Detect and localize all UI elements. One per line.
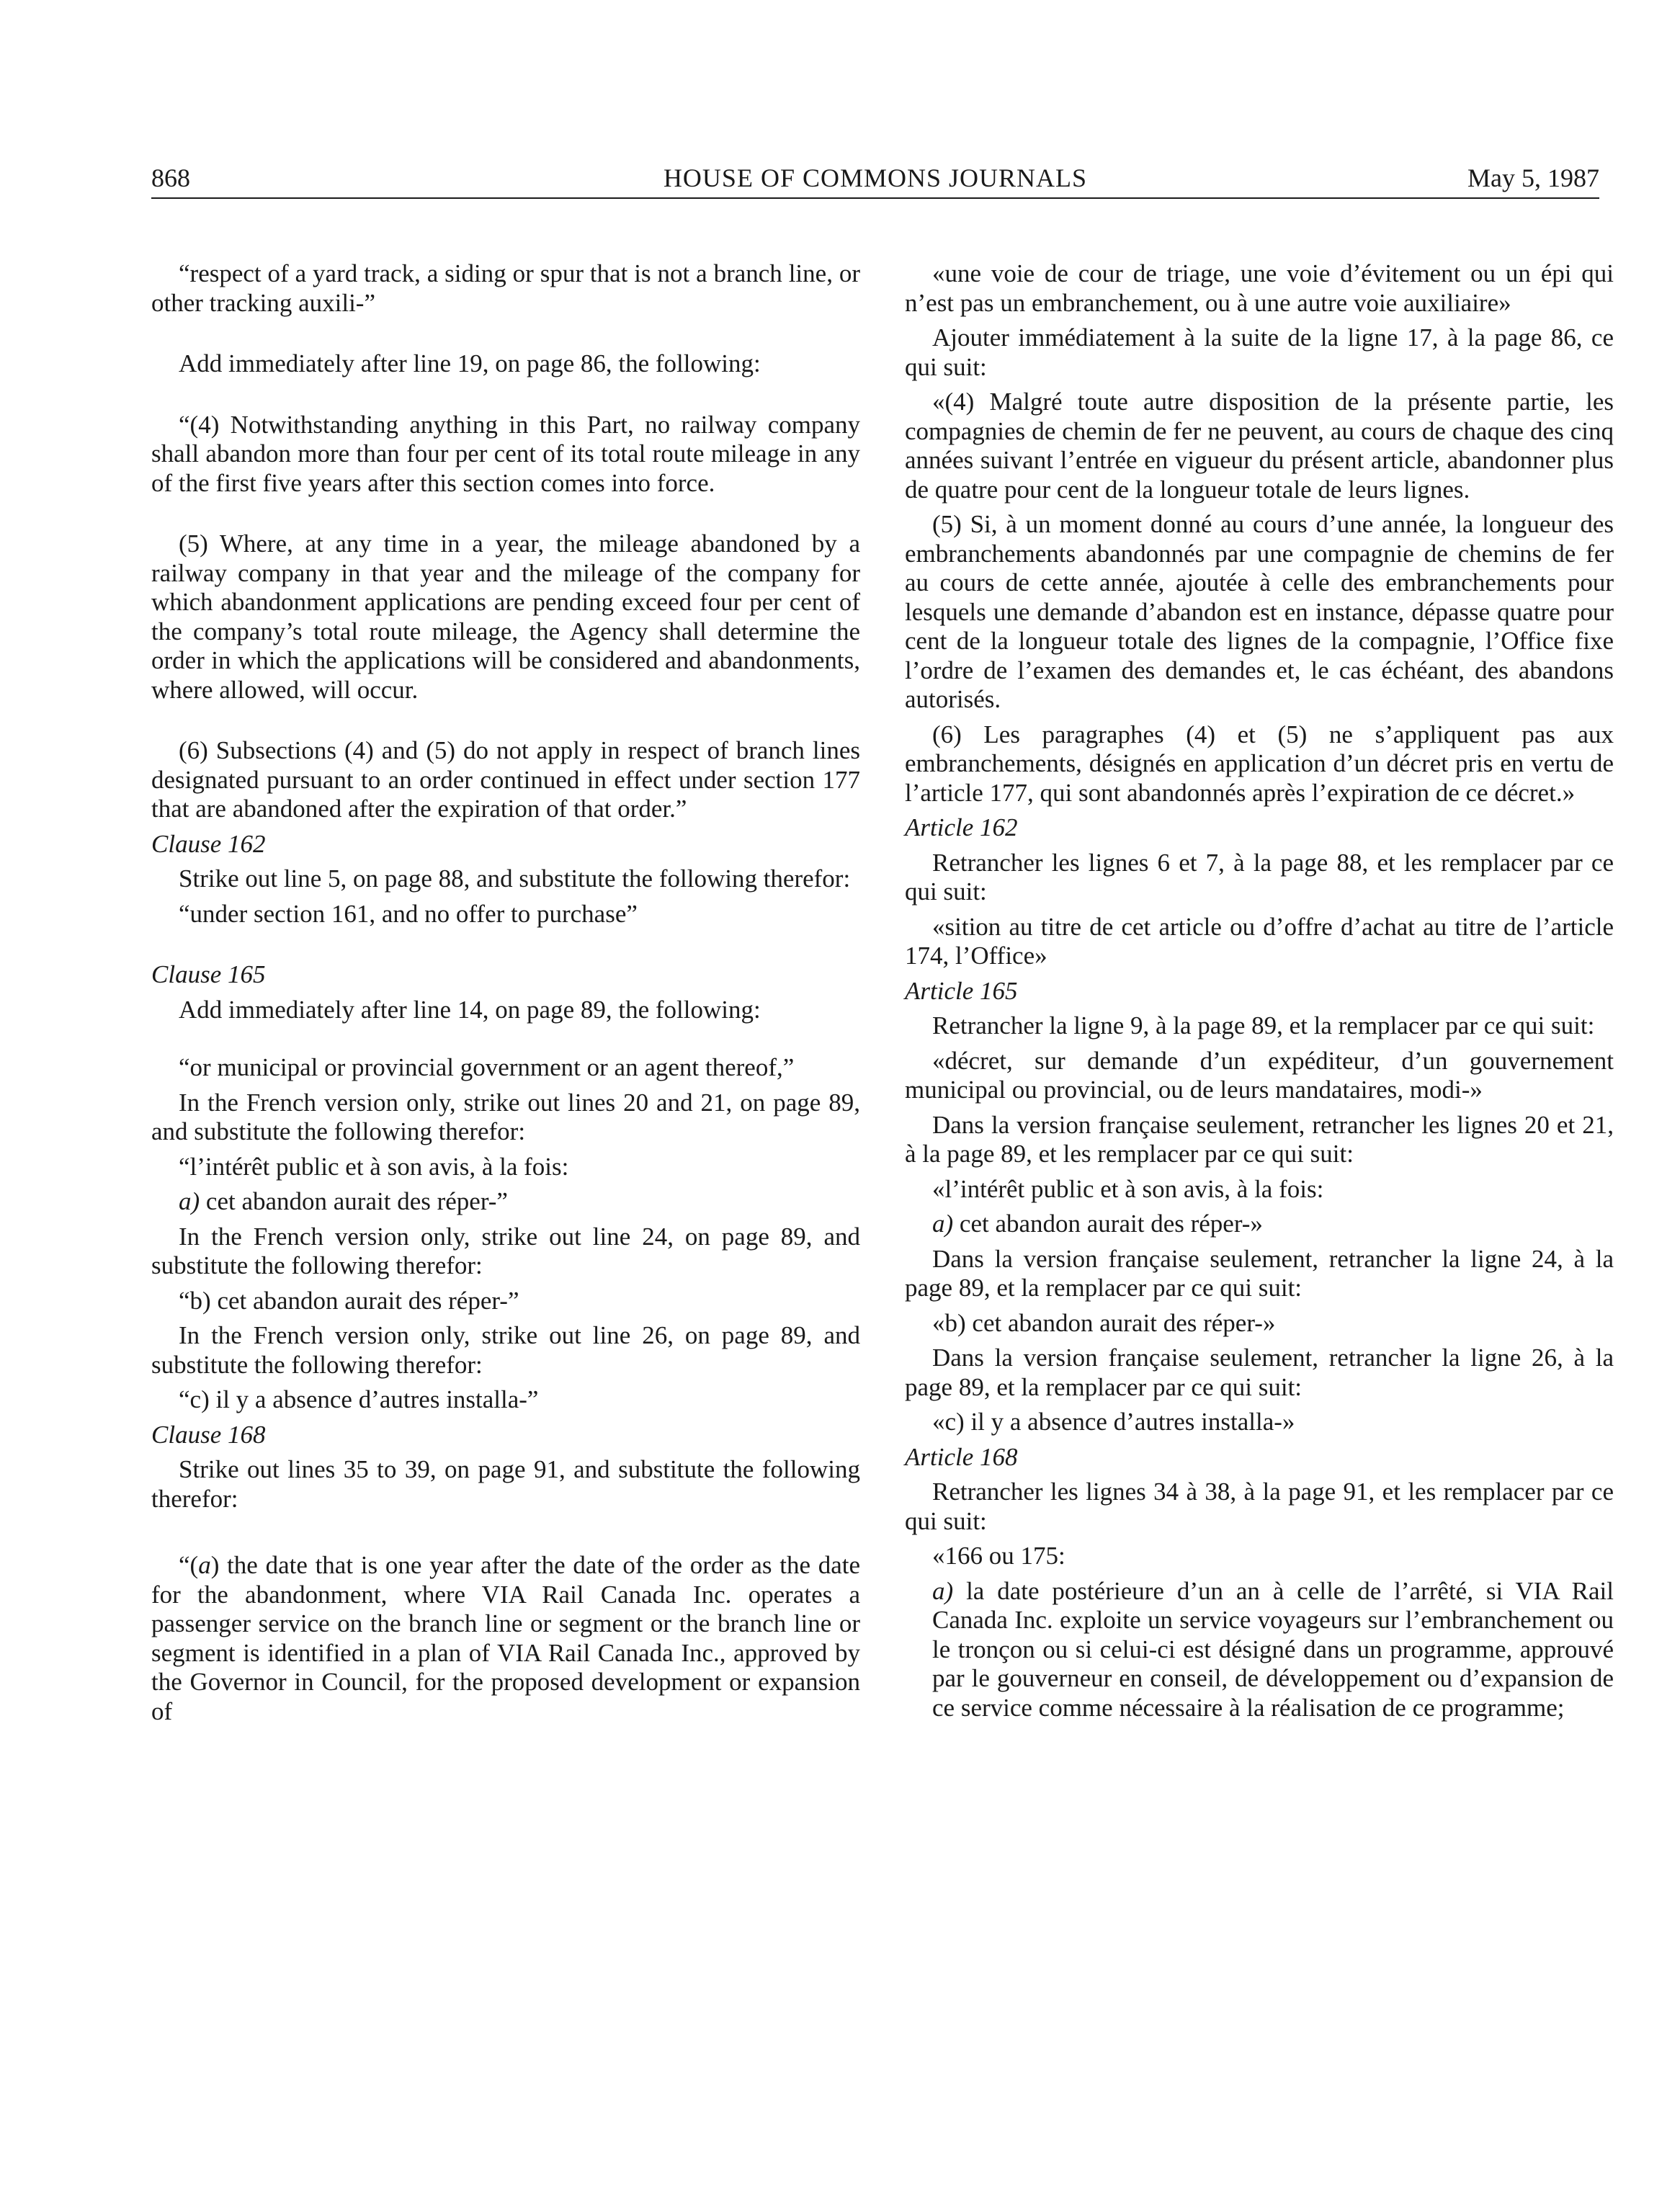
clause-heading: Clause 168	[151, 1420, 266, 1449]
instruction: Strike out line 5, on page 88, and substitute the following therefor:	[179, 864, 851, 893]
amendment-quote: «une voie de cour de triage, une voie d’évitement ou un épi qui n’est pas un embranchement, ou à une autre voie auxiliaire»	[905, 259, 1614, 317]
item-letter: a)	[932, 1576, 954, 1605]
instruction: Dans la version française seulement, retrancher la ligne 26, à la page 89, et la remplacer par ce qui suit:	[905, 1344, 1614, 1401]
amendment-quote: “b) cet abandon aurait des réper-”	[179, 1286, 519, 1315]
item-text: ) the date that is one year after the date of the order as the date for the abandonment, where VIA Rail Canada Inc. operates a passenger service on the branch line or segment or the branch line or segment is identified in a plan of VIA Rail Canada Inc., approved by the Governor in Council, for the proposed development or expansion of	[151, 1551, 860, 1725]
instruction: Ajouter immédiatement à la suite de la ligne 17, à la page 86, ce qui suit:	[905, 323, 1614, 381]
instruction: Retrancher la ligne 9, à la page 89, et la remplacer par ce qui suit:	[932, 1011, 1595, 1040]
amendment-quote: «sition au titre de cet article ou d’offre d’achat au titre de l’article 174, l’Office»	[905, 912, 1614, 970]
amendment-text: (6) Les paragraphes (4) et (5) ne s’appliquent pas aux embranchements, désignés en application d’un décret pris en vertu de l’article 177, qui sont abandonnés après l’expiration de ce décret.»	[905, 720, 1614, 807]
header-rule	[151, 197, 1599, 199]
amendment-quote	[905, 1210, 1614, 1239]
item-text: cet abandon aurait des réper-”	[200, 1187, 508, 1215]
amendment-quote: “respect of a yard track, a siding or spur that is not a branch line, or other tracking auxili-”	[151, 259, 860, 317]
amendment-text: “(a) the date that is one year after the date of the order as the date for the abandonment, where VIA Rail Canada Inc. operates a passenger service on the branch line or segment or the branch line or segment is identified in a plan of VIA Rail Canada Inc., approved by the Governor in Council, for the proposed development or expansion of	[151, 1551, 860, 1725]
amendment-text: «(4) Malgré toute autre disposition de la présente partie, les compagnies de chemin de fer ne peuvent, au cours de chaque des cinq années suivant l’entrée en vigueur du présent article, abandonner plus de quatre pour cent de la longueur totale de leurs lignes.	[905, 388, 1614, 504]
article-heading: Article 165	[905, 976, 1018, 1005]
item-letter: a)	[932, 1210, 954, 1238]
item-text: la date postérieure d’un an à celle de l’arrêté, si VIA Rail Canada Inc. exploite un service voyageurs sur l’embranchement ou le tronçon ou si celui-ci est désigné dans un programme, approuvé par le gouverneur en conseil, de développement ou d’expansion de ce service comme nécessaire à la réalisation de ce programme;	[932, 1576, 1614, 1722]
amendment-text	[905, 1577, 1614, 1723]
instruction: Dans la version française seulement, retrancher la ligne 24, à la page 89, et la remplacer par ce qui suit:	[905, 1244, 1614, 1302]
amendment-text: (5) Where, at any time in a year, the mileage abandoned by a railway company in that year and the mileage of the company for which abandonment applications are pending exceed four per cent of the company’s total route mileage, the Agency shall determine the order in which the applications will be considered and abandonments, where allowed, will occur.	[151, 529, 860, 704]
english-column	[151, 259, 860, 1726]
amendment-quote: «l’intérêt public et à son avis, à la fois:	[932, 1174, 1324, 1203]
instruction: Add immediately after line 19, on page 86, the following:	[179, 349, 761, 377]
amendment-text: “(4) Notwithstanding anything in this Part, no railway company shall abandon more than four per cent of its total route mileage in any of the first five years after this section comes into force.	[151, 410, 860, 497]
instruction: In the French version only, strike out lines 20 and 21, on page 89, and substitute the following therefor:	[151, 1088, 860, 1145]
amendment-quote: «b) cet abandon aurait des réper-»	[932, 1308, 1276, 1337]
journal-date: May 5, 1987	[1467, 164, 1599, 192]
page-header	[151, 160, 1599, 196]
amendment-quote: “l’intérêt public et à son avis, à la fois:	[179, 1152, 569, 1181]
journal-title: HOUSE OF COMMONS JOURNALS	[663, 164, 1088, 192]
article-heading: Article 168	[905, 1442, 1018, 1471]
instruction: In the French version only, strike out line 24, on page 89, and substitute the following therefor:	[151, 1222, 860, 1279]
clause-heading: Clause 165	[151, 960, 266, 988]
french-column	[905, 259, 1614, 1722]
instruction: In the French version only, strike out line 26, on page 89, and substitute the following therefor:	[151, 1321, 860, 1379]
amendment-text: (5) Si, à un moment donné au cours d’une année, la longueur des embranchements abandonnés par une compagnie de chemins de fer au cours de cette année, ajoutée à celle des embranchements pour lesquels une demande d’abandon est en instance, dépasse quatre pour cent de la longueur totale des lignes de la compagnie, l’Office fixe l’ordre de l’examen des demandes et, le cas échéant, des abandons autorisés.	[905, 510, 1614, 713]
instruction: Add immediately after line 14, on page 89, the following:	[179, 995, 761, 1024]
amendment-quote	[151, 1187, 860, 1217]
clause-heading: Clause 162	[151, 829, 266, 858]
amendment-quote: «c) il y a absence d’autres installa-»	[932, 1408, 1295, 1436]
page-number: 868	[151, 164, 190, 192]
amendment-text: (6) Subsections (4) and (5) do not apply in respect of branch lines designated pursuant to an order continued in effect under section 177 that are abandoned after the expiration of that order.”	[151, 736, 860, 823]
instruction: Dans la version française seulement, retrancher les lignes 20 et 21, à la page 89, et les remplacer par ce qui suit:	[905, 1110, 1614, 1168]
amendment-quote: «166 ou 175:	[932, 1542, 1065, 1570]
amendment-quote: “c) il y a absence d’autres installa-”	[179, 1385, 539, 1413]
instruction: Retrancher les lignes 6 et 7, à la page 88, et les remplacer par ce qui suit:	[905, 848, 1614, 906]
amendment-quote: «décret, sur demande d’un expéditeur, d’un gouvernement municipal ou provincial, ou de leurs mandataires, modi-»	[905, 1046, 1614, 1104]
item-letter: a)	[179, 1187, 200, 1215]
instruction: Retrancher les lignes 34 à 38, à la page 91, et les remplacer par ce qui suit:	[905, 1478, 1614, 1535]
instruction: Strike out lines 35 to 39, on page 91, and substitute the following therefor:	[151, 1455, 860, 1513]
item-letter: a	[198, 1551, 211, 1579]
item-text: cet abandon aurait des réper-»	[953, 1210, 1263, 1238]
article-heading: Article 162	[905, 813, 1018, 841]
amendment-quote: “under section 161, and no offer to purchase”	[179, 899, 638, 928]
amendment-quote: “or municipal or provincial government or an agent thereof,”	[179, 1053, 795, 1081]
